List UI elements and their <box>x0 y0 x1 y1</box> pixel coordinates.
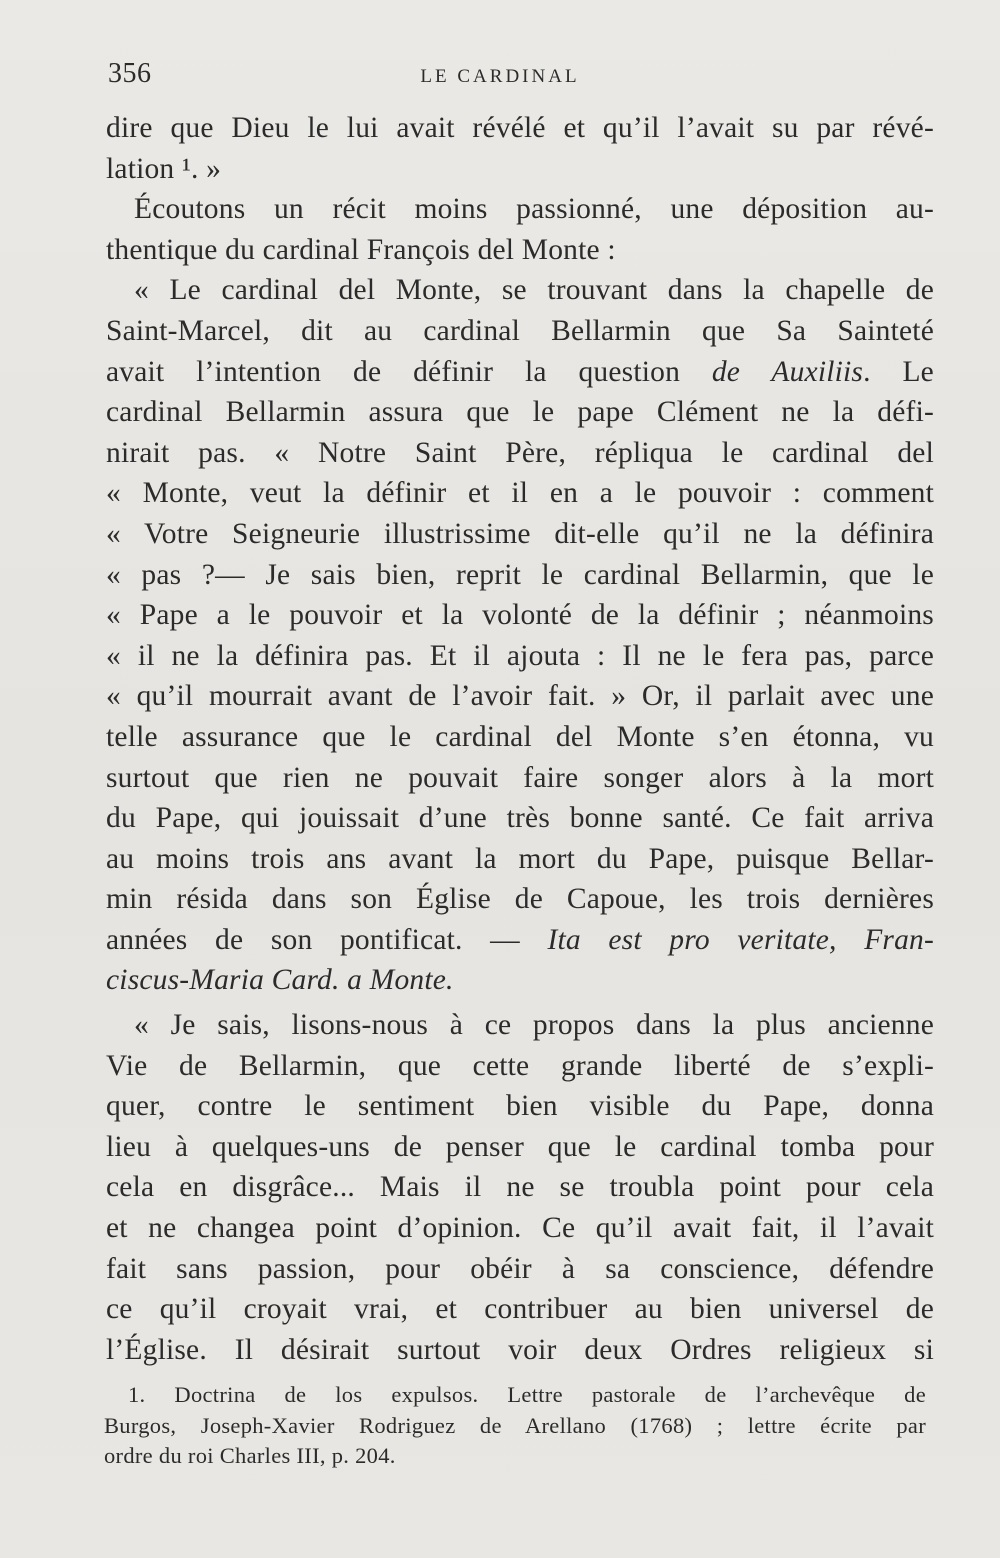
text-line: dire que Dieu le lui avait révélé et qu’il l’avait su par révé- <box>106 112 934 144</box>
text-line: « qu’il mourrait avant de l’avoir fait. » Or, il parlait avec une <box>106 680 934 713</box>
text-line: « Monte, veut la définir et il en a le pouvoir : comment <box>106 477 934 510</box>
text-run: années de son pontificat. — <box>106 923 520 956</box>
text-line: « pas ?— Je sais bien, reprit le cardinal Bellarmin, que le <box>106 558 934 591</box>
text-line: « Le cardinal del Monte, se trouvant dans la chapelle de <box>134 274 934 307</box>
text-line: cardinal Bellarmin assura que le pape Clément ne la défi- <box>106 396 934 429</box>
text-line: min résida dans son Église de Capoue, les trois dernières <box>106 883 934 916</box>
text-line: telle assurance que le cardinal del Monte s’en étonna, vu <box>106 720 934 753</box>
text-line: « Pape a le pouvoir et la volonté de la définir ; néanmoins <box>106 599 934 632</box>
text-line: lation ¹. » <box>106 152 222 185</box>
text-line: « il ne la définira pas. Et il ajouta : Il ne le fera pas, parce <box>106 639 934 672</box>
italic-text: Ita est pro veritate, Fran- <box>547 923 935 956</box>
text-run: avait l’intention de définir la question <box>106 355 681 388</box>
text-line: du Pape, qui jouissait d’une très bonne santé. Ce fait arriva <box>106 802 934 835</box>
footnote-line: Burgos, Joseph-Xavier Rodriguez de Arellano (1768) ; lettre écrite par <box>104 1412 926 1438</box>
text-line: fait sans passion, pour obéir à sa conscience, défendre <box>106 1252 934 1285</box>
text-line-mixed <box>106 920 934 961</box>
footnotes <box>104 1380 926 1472</box>
body-text <box>106 108 934 1370</box>
footnote-line: ordre du roi Charles III, p. 204. <box>104 1443 396 1468</box>
text-line: thentique du cardinal François del Monte : <box>106 233 616 266</box>
text-line: Saint-Marcel, dit au cardinal Bellarmin que Sa Sainteté <box>106 314 934 347</box>
italic-text: ciscus-Maria Card. a Monte. <box>106 964 454 997</box>
text-line: surtout que rien ne pouvait faire songer alors à la mort <box>106 761 934 794</box>
italic-text: de Auxiliis <box>711 355 864 388</box>
text-line: cela en disgrâce... Mais il ne se troubla point pour cela <box>106 1171 934 1204</box>
text-line: « Votre Seigneurie illustrissime dit-elle qu’il ne la définira <box>106 517 934 550</box>
text-line: lieu à quelques-uns de penser que le cardinal tomba pour <box>106 1130 934 1163</box>
text-line: « Je sais, lisons-nous à ce propos dans la plus ancienne <box>134 1009 934 1042</box>
running-head: LE CARDINAL <box>420 66 580 87</box>
footnote-line: 1. Doctrina de los expulsos. Lettre pastorale de l’archevêque de <box>128 1382 926 1407</box>
text-line: nirait pas. « Notre Saint Père, répliqua le cardinal del <box>106 436 934 469</box>
text-run: . Le <box>863 355 934 388</box>
text-line: l’Église. Il désirait surtout voir deux Ordres religieux si <box>106 1333 934 1366</box>
text-line <box>106 960 934 1001</box>
text-line: au moins trois ans avant la mort du Pape, puisque Bellar- <box>106 842 934 875</box>
page-number: 356 <box>108 58 152 89</box>
text-line: ce qu’il croyait vrai, et contribuer au bien universel de <box>106 1293 934 1326</box>
text-line: Écoutons un récit moins passionné, une déposition au- <box>134 193 934 226</box>
text-line: Vie de Bellarmin, que cette grande liberté de s’expli- <box>106 1049 934 1082</box>
text-line: quer, contre le sentiment bien visible du Pape, donna <box>106 1090 934 1123</box>
text-line: et ne changea point d’opinion. Ce qu’il avait fait, il l’avait <box>106 1212 934 1245</box>
text-line-mixed <box>106 352 934 393</box>
